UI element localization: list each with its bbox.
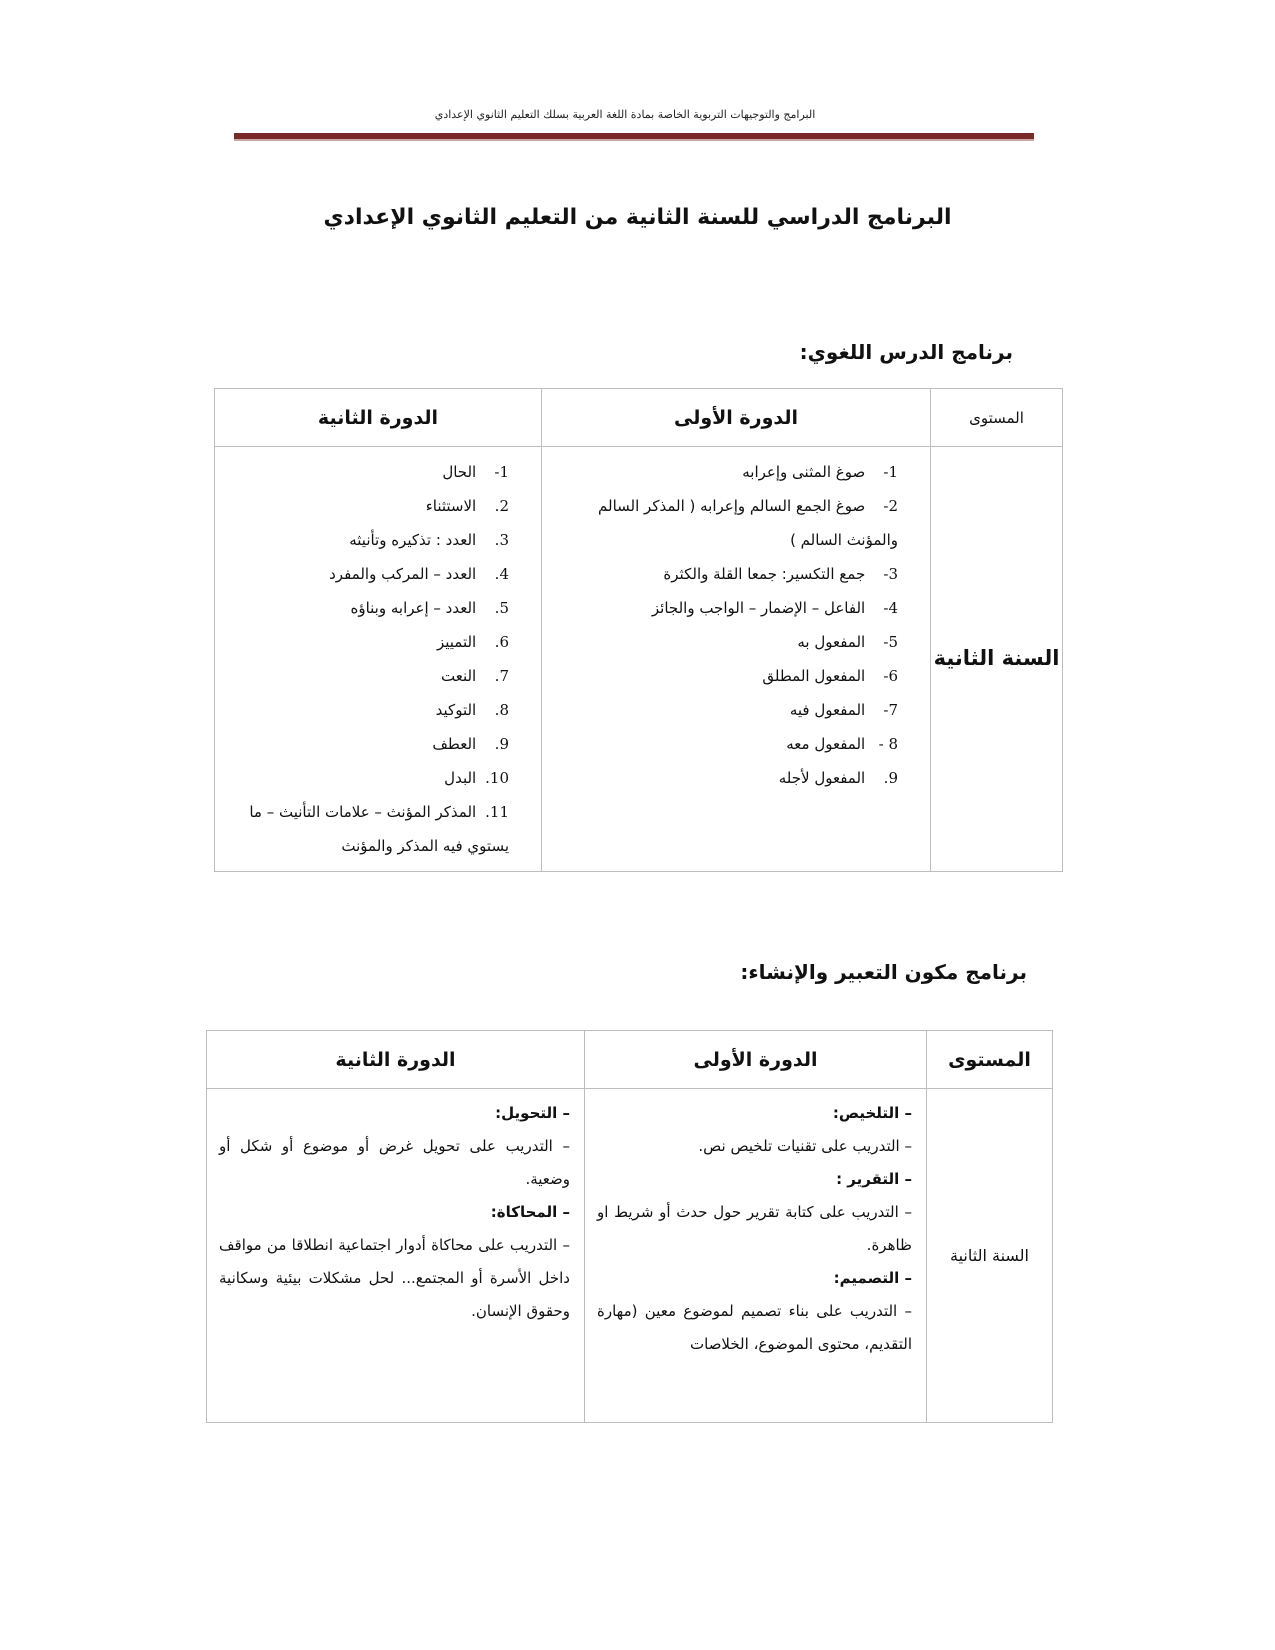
header-second-semester: الدورة الثانية	[207, 1031, 585, 1089]
expression-program-table	[206, 1030, 1053, 1423]
level-value: السنة الثانية	[950, 1245, 1029, 1265]
subheading-transformation: – التحويل:	[495, 1104, 570, 1122]
list-item	[556, 455, 898, 489]
page-title: البرنامج الدراسي للسنة الثانية من التعليم الثانوي الإعدادي	[323, 205, 952, 230]
list-item	[229, 727, 509, 761]
level-cell	[931, 447, 1063, 872]
list-item	[556, 625, 898, 659]
section-title-grammar: برنامج الدرس اللغوي:	[799, 340, 1013, 364]
item-text: العدد – إعرابه وبناؤه	[350, 599, 477, 617]
item-number: 6.	[494, 633, 509, 651]
level-cell	[927, 1089, 1053, 1423]
list-item	[556, 727, 898, 761]
item-text: التمييز	[436, 633, 477, 651]
subheading-summary: – التلخيص:	[832, 1104, 912, 1122]
list-item	[229, 693, 509, 727]
list-item	[229, 489, 509, 523]
item-number: 8.	[494, 701, 509, 719]
item-number: 11.	[485, 803, 509, 821]
item-number: 9.	[883, 769, 898, 787]
item-text: المذكر المؤنث – علامات التأنيث – ما يستوي فيه المذكر والمؤنث	[249, 803, 509, 855]
item-text: العطف	[432, 735, 477, 753]
list-item	[229, 659, 509, 693]
item-number: 10.	[485, 769, 509, 787]
list-item	[229, 625, 509, 659]
item-number: 2-	[883, 497, 898, 515]
list-item	[556, 489, 898, 557]
list-item	[229, 761, 509, 795]
item-text: الفاعل – الإضمار – الواجب والجائز	[651, 599, 866, 617]
header-second-semester: الدورة الثانية	[215, 389, 542, 447]
paragraph: – التدريب على محاكاة أدوار اجتماعية انطلاقا من مواقف داخل الأسرة أو المجتمع... لحل مشكلات بيئية وسكانية وحقوق الإنسان.	[219, 1236, 570, 1320]
item-number: 6-	[883, 667, 898, 685]
item-text: المفعول معه	[786, 735, 866, 753]
item-number: 7.	[494, 667, 509, 685]
item-number: 3.	[494, 531, 509, 549]
paragraph: – التدريب على تقنيات تلخيص نص.	[698, 1137, 912, 1155]
table-row	[215, 447, 1063, 872]
item-text: صوغ الجمع السالم وإعرابه ( المذكر السالم والمؤنث السالم )	[598, 497, 898, 549]
item-text: المفعول لأجله	[778, 769, 866, 787]
item-text: العدد – المركب والمفرد	[329, 565, 477, 583]
item-number: 5-	[883, 633, 898, 651]
item-number: 9.	[494, 735, 509, 753]
item-text: جمع التكسير: جمعا القلة والكثرة	[663, 565, 866, 583]
subheading-simulation: – المحاكاة:	[490, 1203, 570, 1221]
second-semester-list	[215, 447, 541, 871]
item-text: المفعول فيه	[789, 701, 866, 719]
item-number: 4.	[494, 565, 509, 583]
table-row	[207, 1089, 1053, 1423]
item-number: 8 -	[878, 735, 898, 753]
list-item	[229, 795, 509, 863]
item-number: 4-	[883, 599, 898, 617]
paragraph: – التدريب على كتابة تقرير حول حدث أو شريط او ظاهرة.	[597, 1203, 912, 1254]
item-number: 5.	[494, 599, 509, 617]
list-item	[556, 557, 898, 591]
item-text: التوكيد	[435, 701, 477, 719]
first-semester-list	[542, 447, 930, 803]
item-text: العدد : تذكيره وتأنيثه	[349, 531, 477, 549]
item-text: الحال	[442, 463, 477, 481]
list-item	[556, 659, 898, 693]
first-semester-cell	[585, 1089, 927, 1423]
level-value: السنة الثانية	[933, 646, 1060, 671]
item-text: النعت	[440, 667, 477, 685]
item-number: 1-	[883, 463, 898, 481]
list-item	[229, 455, 509, 489]
running-header: البرامج والتوجيهات التربوية الخاصة بمادة اللغة العربية بسلك التعليم الثانوي الإعدادي	[434, 108, 816, 121]
list-item	[556, 591, 898, 625]
table-header-row	[215, 389, 1063, 447]
item-text: المفعول المطلق	[762, 667, 866, 685]
header-level: المستوى	[931, 389, 1063, 447]
subheading-report: – التقرير :	[836, 1170, 912, 1188]
header-first-semester: الدورة الأولى	[542, 389, 931, 447]
header-rule	[234, 133, 1034, 139]
item-number: 2.	[494, 497, 509, 515]
section-title-expression: برنامج مكون التعبير والإنشاء:	[740, 960, 1027, 984]
item-number: 7-	[883, 701, 898, 719]
item-number: 3-	[883, 565, 898, 583]
item-number: 1-	[494, 463, 509, 481]
first-semester-cell	[542, 447, 931, 872]
list-item	[556, 761, 898, 795]
list-item	[556, 693, 898, 727]
list-item	[229, 591, 509, 625]
header-level: المستوى	[927, 1031, 1053, 1089]
list-item	[229, 557, 509, 591]
second-semester-cell	[215, 447, 542, 872]
item-text: صوغ المثنى وإعرابه	[742, 463, 866, 481]
item-text: المفعول به	[797, 633, 866, 651]
paragraph: – التدريب على بناء تصميم لموضوع معين (مهارة التقديم، محتوى الموضوع، الخلاصات	[597, 1302, 912, 1353]
table-header-row	[207, 1031, 1053, 1089]
subheading-outline: – التصميم:	[833, 1269, 912, 1287]
header-first-semester: الدورة الأولى	[585, 1031, 927, 1089]
item-text: البدل	[444, 769, 477, 787]
grammar-program-table	[214, 388, 1063, 872]
paragraph: – التدريب على تحويل غرض أو موضوع أو شكل أو وضعية.	[219, 1137, 570, 1188]
second-semester-cell	[207, 1089, 585, 1423]
list-item	[229, 523, 509, 557]
item-text: الاستثناء	[425, 497, 477, 515]
